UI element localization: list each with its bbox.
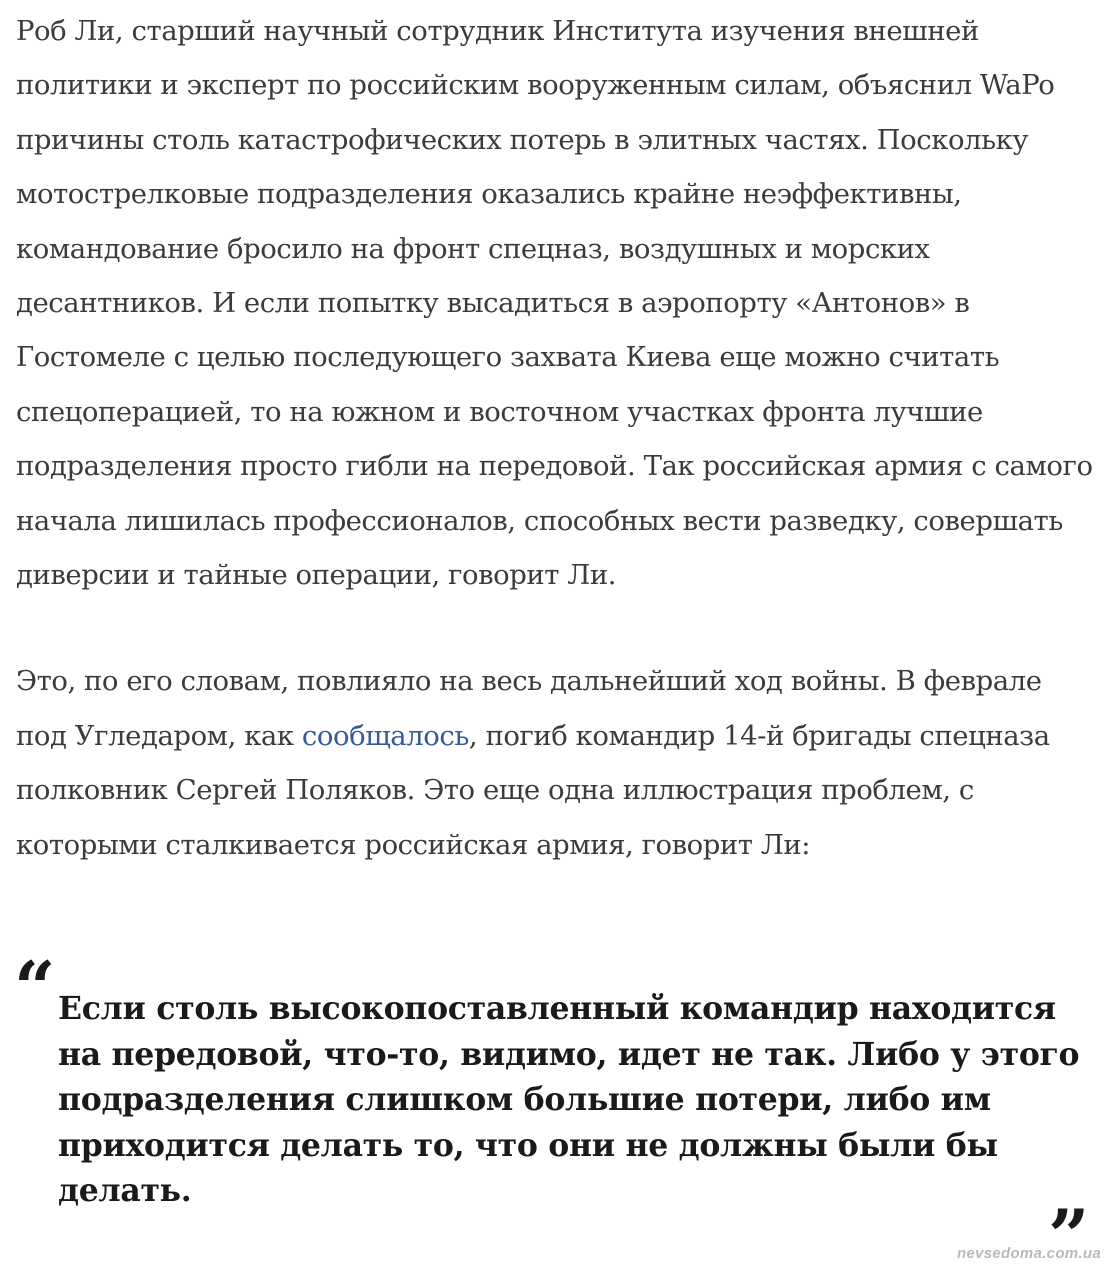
paragraph-2 [16,654,1096,872]
article-body [16,4,1096,872]
paragraph-2-text-before-link: Это, по его словам, повлияло на весь дальнейший ход войны. В феврале под Угледаром, как [16,665,1042,752]
paragraph-2-text-after-link: , погиб командир 14-й бригады спецназа полковник Сергей Поляков. Это еще одна иллюстрация проблем, с которыми сталкивается российская армия, говорит Ли: [16,719,1050,861]
source-link[interactable]: сообщалось [301,719,469,752]
pull-quote-text: Если столь высокопоставленный командир находится на передовой, что-то, видимо, идет не так. Либо у этого подразделения слишком большие потери, либо им приходится делать то, что они не должны были бы делать. [58,990,1080,1209]
close-quote-icon: ” [1048,1193,1090,1278]
paragraph-1: Роб Ли, старший научный сотрудник Института изучения внешней политики и эксперт по российским вооруженным силам, объяснил WaPo причины столь катастрофических потерь в элитных частях. Поскольку мотострелковые подразделения оказались крайне неэффективны, командование бросило на фронт спецназ, воздушных и морских десантников. И если попытку высадиться в аэропорту «Антонов» в Гостомеле с целью последующего захвата Киева еще можно считать спецоперацией, то на южном и восточном участках фронта лучшие подразделения просто гибли на передовой. Так российская армия с самого начала лишилась профессионалов, способных вести разведку, совершать диверсии и тайные операции, говорит Ли. [16,15,1093,592]
site-watermark: nevsedoma.com.ua [956,1245,1101,1262]
pull-quote [0,945,1105,1278]
open-quote-icon: “ [14,945,56,1030]
